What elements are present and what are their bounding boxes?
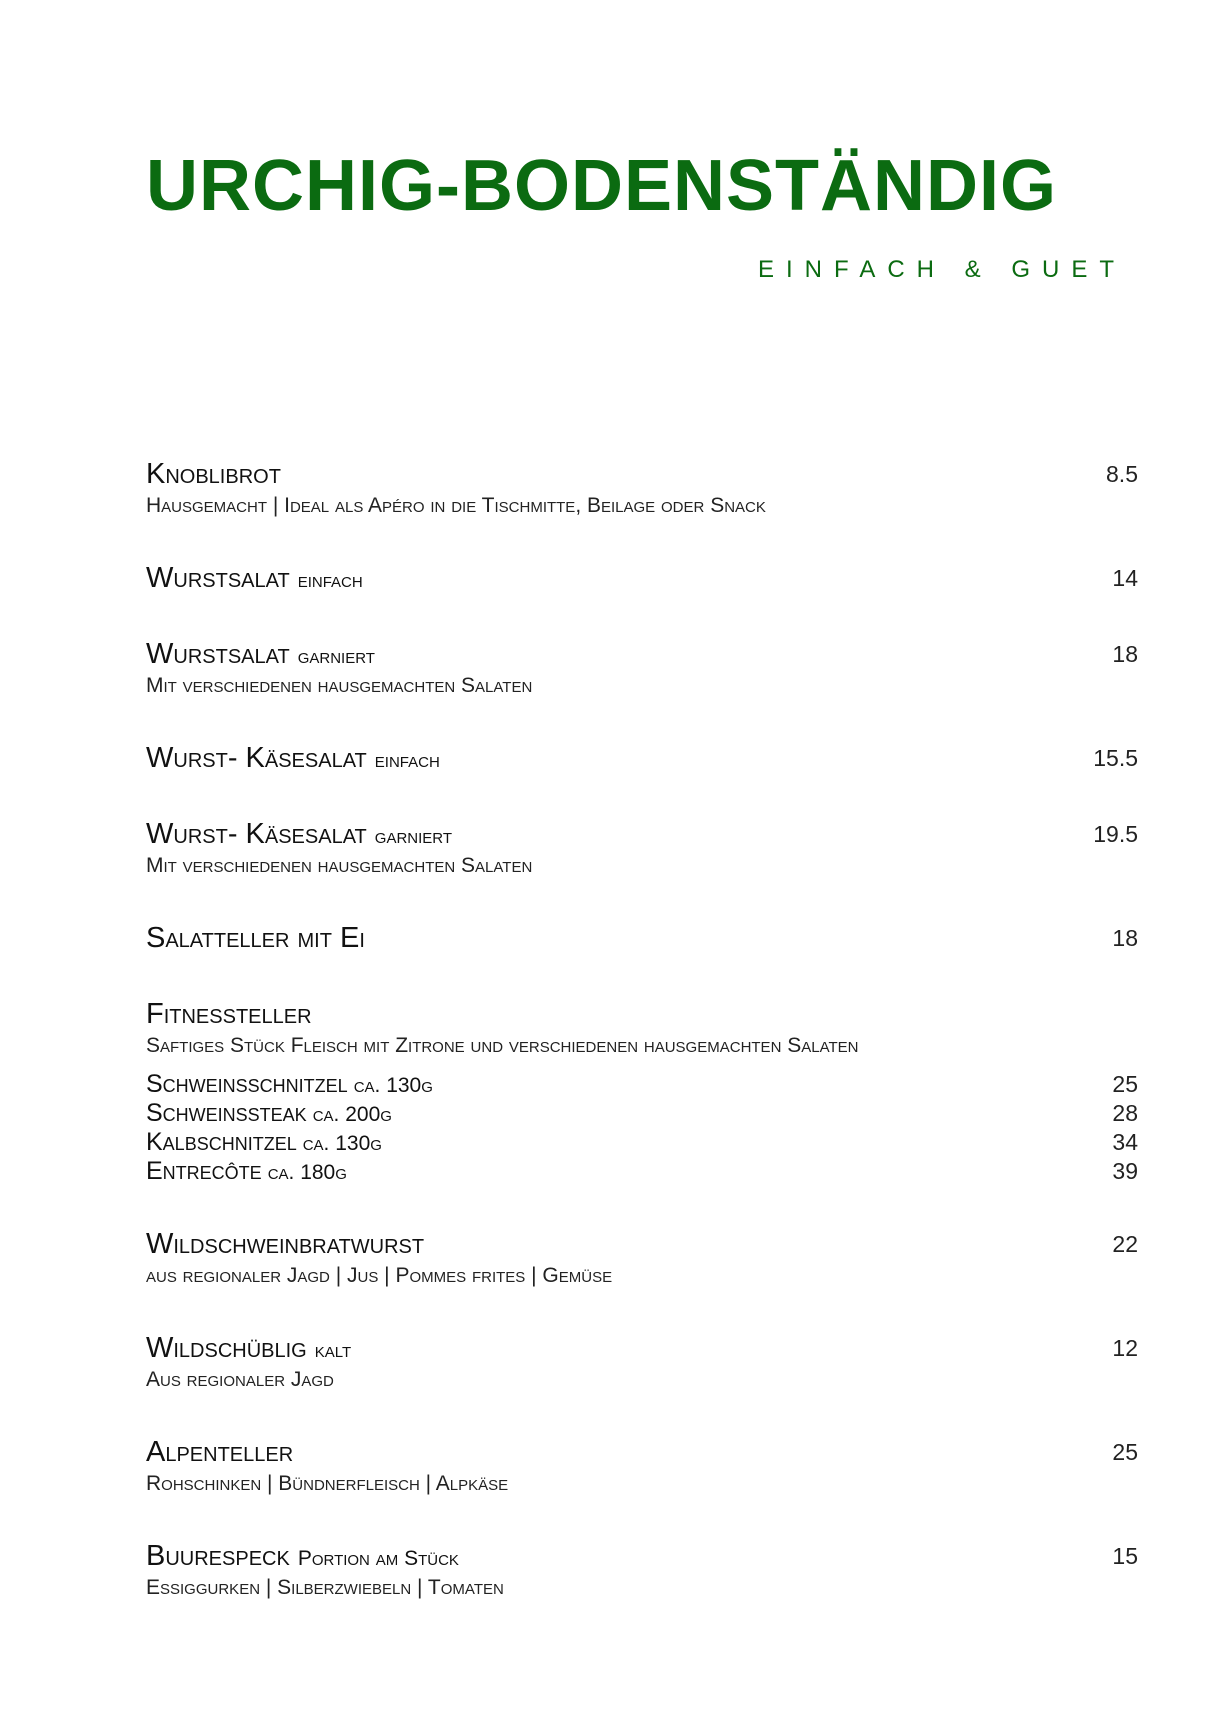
- menu-item: [146, 816, 1138, 880]
- item-name: Alpenteller: [146, 1436, 294, 1468]
- item-description: Aus regionaler Jagd: [146, 1368, 334, 1391]
- item-price: 15.5: [1093, 745, 1138, 771]
- option-price: 28: [1112, 1100, 1138, 1126]
- item-options: [146, 1070, 1138, 1186]
- item-name: Fitnessteller: [146, 998, 312, 1030]
- item-description: Mit verschiedenen hausgemachten Salaten: [146, 674, 533, 697]
- menu-item: [146, 456, 1138, 520]
- option-name: Schweinsschnitzel ca. 130g: [146, 1070, 433, 1098]
- item-note: kalt: [314, 1339, 352, 1362]
- option-note: ca. 130g: [353, 1074, 433, 1097]
- item-name: Buurespeck Portion am Stück: [146, 1540, 459, 1572]
- menu-item: [146, 636, 1138, 700]
- item-price: 12: [1112, 1335, 1138, 1361]
- item-name: Wurst- Käsesalat garniert: [146, 818, 453, 850]
- item-description: aus regionaler Jagd | Jus | Pommes frites | Gemüse: [146, 1264, 613, 1287]
- item-price: 22: [1112, 1231, 1138, 1257]
- page-subtitle: EINFACH & GUET: [757, 256, 1126, 283]
- page-title: URCHIG-BODENSTÄNDIG: [146, 146, 1057, 226]
- menu-item: [146, 1330, 1138, 1394]
- option-note: ca. 180g: [267, 1161, 347, 1184]
- option-name: Entrecôte ca. 180g: [146, 1157, 347, 1185]
- option-row: [146, 1070, 1138, 1099]
- option-name: Schweinssteak ca. 200g: [146, 1099, 392, 1127]
- item-description: Mit verschiedenen hausgemachten Salaten: [146, 854, 533, 877]
- item-price: 19.5: [1093, 821, 1138, 847]
- option-row: [146, 1157, 1138, 1186]
- item-description: Essiggurken | Silberzwiebeln | Tomaten: [146, 1576, 504, 1599]
- menu-item: [146, 560, 1138, 596]
- option-price: 25: [1112, 1071, 1138, 1097]
- item-name: Wurstsalat garniert: [146, 638, 375, 670]
- item-description: Saftiges Stück Fleisch mit Zitrone und verschiedenen hausgemachten Salaten: [146, 1034, 859, 1057]
- item-price: 25: [1112, 1439, 1138, 1465]
- menu-item: [146, 1434, 1138, 1498]
- option-note: ca. 130g: [302, 1132, 382, 1155]
- item-note: garniert: [374, 825, 453, 848]
- item-price: 18: [1112, 641, 1138, 667]
- item-price: 15: [1112, 1543, 1138, 1569]
- item-name: Salatteller mit Ei: [146, 922, 365, 954]
- item-note: garniert: [297, 645, 375, 668]
- menu-item: [146, 740, 1138, 776]
- menu-item: [146, 1226, 1138, 1290]
- menu-item: [146, 1538, 1138, 1602]
- item-note: einfach: [374, 749, 440, 772]
- option-row: [146, 1128, 1138, 1157]
- item-description: Hausgemacht | Ideal als Apéro in die Tischmitte, Beilage oder Snack: [146, 494, 766, 517]
- option-price: 34: [1112, 1129, 1138, 1155]
- item-name: Wildschüblig kalt: [146, 1332, 352, 1364]
- option-note: ca. 200g: [312, 1103, 392, 1126]
- option-name: Kalbschnitzel ca. 130g: [146, 1128, 382, 1156]
- item-note: einfach: [297, 569, 363, 592]
- item-description: Rohschinken | Bündnerfleisch | Alpkäse: [146, 1472, 509, 1495]
- option-price: 39: [1112, 1158, 1138, 1184]
- menu-item: [146, 920, 1138, 956]
- item-name: Wildschweinbratwurst: [146, 1228, 425, 1260]
- menu-list: [146, 456, 1138, 1642]
- menu-item: [146, 996, 1138, 1186]
- item-name: Wurstsalat einfach: [146, 562, 363, 594]
- item-price: 18: [1112, 925, 1138, 951]
- item-note: Portion am Stück: [297, 1547, 459, 1570]
- item-price: 14: [1112, 565, 1138, 591]
- item-name: Wurst- Käsesalat einfach: [146, 742, 440, 774]
- option-row: [146, 1099, 1138, 1128]
- item-name: Knoblibrot: [146, 458, 281, 490]
- item-price: 8.5: [1106, 461, 1138, 487]
